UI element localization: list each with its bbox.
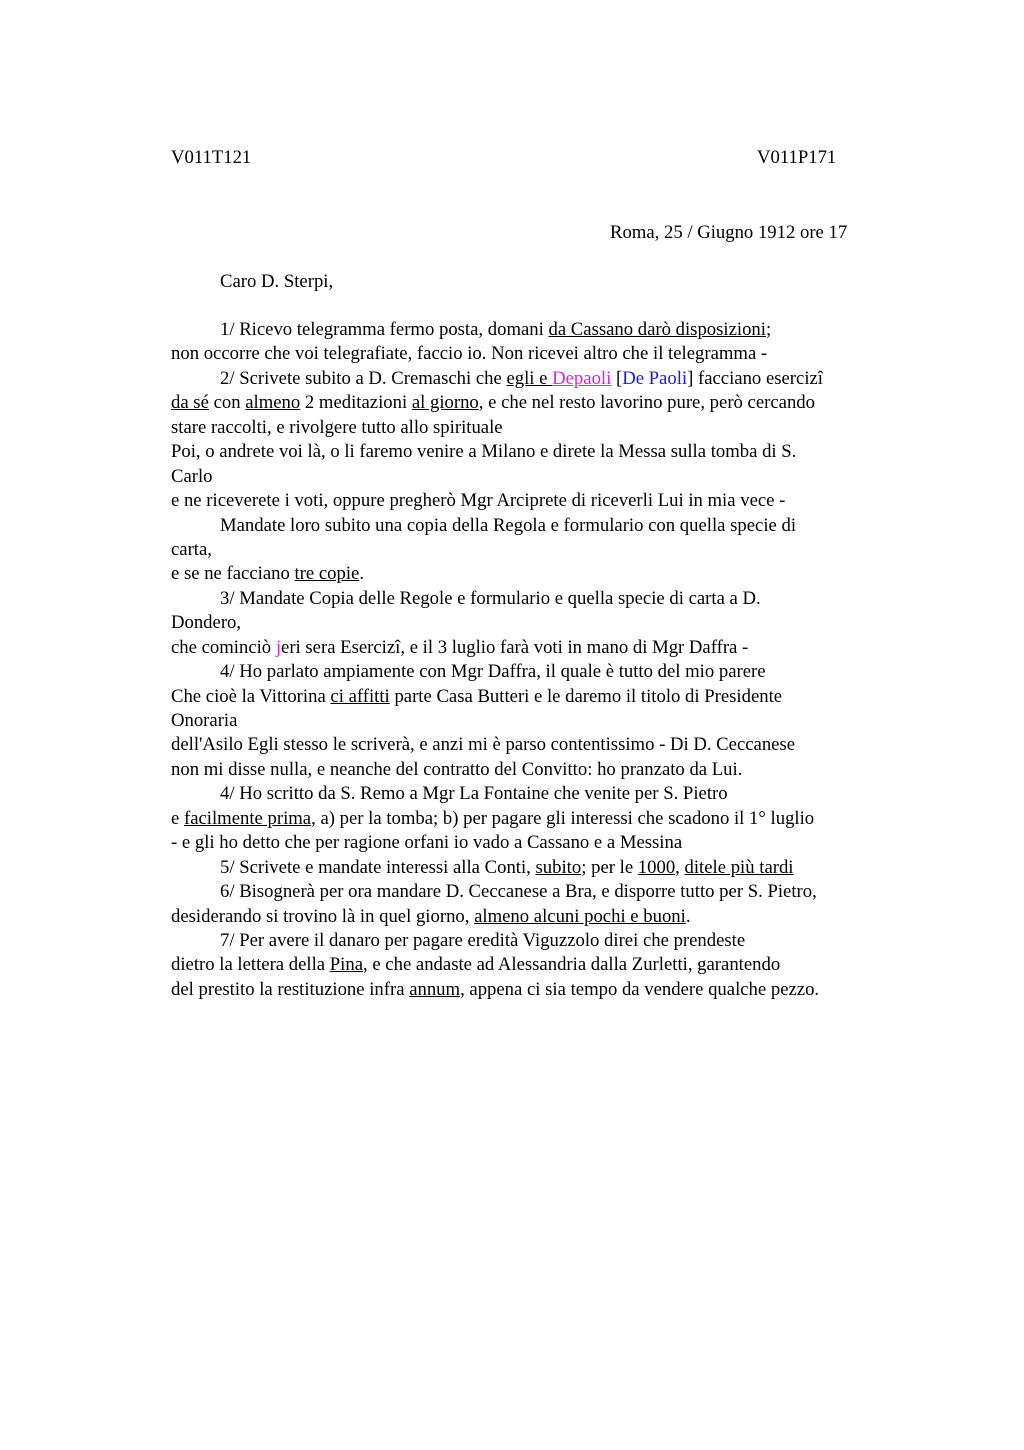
- text-segment: Poi, o andrete voi là, o li faremo venire a Milano e direte la Messa sulla tomba di S.: [171, 441, 797, 463]
- letter-line: [171, 489, 911, 513]
- text-segment: non mi disse nulla, e neanche del contratto del Convitto: ho pranzato da Lui.: [171, 758, 743, 780]
- text-segment: ditele più tardi: [684, 856, 794, 878]
- text-segment: - e gli ho detto che per ragione orfani io vado a Cassano e a Messina: [171, 832, 683, 854]
- text-segment: Depaoli: [552, 367, 612, 389]
- text-segment: 6/ Bisognerà per ora mandare D. Ceccanese a Bra, e disporre tutto per S. Pietro,: [220, 881, 817, 903]
- letter-line: [171, 929, 911, 953]
- text-segment: almeno alcuni pochi e buoni: [474, 905, 686, 927]
- text-segment: 4/ Ho scritto da S. Remo a Mgr La Fontaine che venite per S. Pietro: [220, 783, 728, 805]
- text-segment: del prestito la restituzione infra: [171, 978, 410, 1000]
- letter-line: [171, 514, 911, 538]
- text-segment: Onoraria: [171, 710, 238, 731]
- text-segment: [: [611, 367, 623, 389]
- text-segment: ci affitti: [330, 685, 390, 707]
- text-segment: , appena ci sia tempo da vendere qualche pezzo.: [460, 978, 820, 1000]
- letter-line: [171, 342, 911, 366]
- text-segment: Carlo: [171, 465, 213, 487]
- text-segment: e se ne facciano: [171, 563, 295, 585]
- letter-line: [171, 636, 911, 660]
- text-segment: almeno: [245, 392, 301, 414]
- letter-line: [171, 465, 911, 489]
- letter-line: [171, 391, 911, 415]
- text-segment: desiderando si trovino là in quel giorno,: [171, 905, 475, 927]
- text-segment: non occorre che voi telegrafiate, faccio io. Non ricevei altro che il telegramma -: [171, 343, 768, 365]
- letter-line: [171, 538, 911, 562]
- text-segment: eri sera Esercizi: [281, 636, 401, 658]
- text-segment: e ne riceverete i voti, oppure pregherò Mgr Arciprete di riceverli Lui in mia vece -: [171, 490, 786, 512]
- text-segment: 1/ Ricevo telegramma fermo posta, domani: [220, 319, 549, 340]
- text-segment: e: [171, 807, 184, 829]
- text-segment: che cominciò: [171, 636, 276, 658]
- text-segment: Dondero,: [171, 612, 242, 634]
- text-segment: , e che andaste ad Alessandria dalla Zurletti, garantendo: [363, 954, 781, 976]
- letter-line: [171, 831, 911, 855]
- salutation: Caro D. Sterpi,: [220, 271, 334, 292]
- text-segment: annum: [409, 978, 461, 1000]
- text-segment: egli e: [506, 367, 553, 389]
- text-segment: stare raccolti, e rivolgere tutto allo spirituale: [171, 416, 503, 438]
- text-segment: 5/ Scrivete e mandate interessi alla Conti,: [220, 856, 536, 878]
- text-segment: al giorno: [411, 392, 479, 414]
- text-segment: j: [275, 636, 282, 658]
- text-segment: da Cassano darò disposizioni: [548, 319, 766, 340]
- text-segment: ;: [765, 319, 772, 340]
- letter-line: [171, 685, 911, 709]
- text-segment: facilmente prima: [183, 807, 312, 829]
- text-segment: De Paoli: [622, 367, 688, 389]
- letter-line: [171, 709, 911, 733]
- text-segment: 7/ Per avere il danaro per pagare eredità Viguzzolo direi che prendeste: [220, 929, 746, 951]
- letter-line: [171, 587, 911, 611]
- text-segment: .: [685, 905, 691, 927]
- letter-line: [171, 367, 911, 391]
- letter-line: [171, 782, 911, 806]
- text-segment: , e che nel resto lavorino pure, però cercando: [478, 392, 815, 414]
- text-segment: dietro la lettera della: [171, 954, 330, 976]
- document-code-right: V011P171: [757, 147, 837, 168]
- text-segment: 4/ Ho parlato ampiamente con Mgr Daffra, il quale è tutto del mio parere: [220, 661, 766, 683]
- text-segment: 2 meditazioni: [300, 392, 412, 414]
- letter-line: [171, 318, 911, 342]
- letter-line: [171, 880, 911, 904]
- text-segment: parte Casa Butteri e le daremo il titolo di Presidente: [389, 685, 783, 707]
- text-segment: 1000: [637, 856, 676, 878]
- text-segment: Che cioè la Vittorina: [171, 685, 331, 707]
- text-segment: , e il 3 luglio farà voti in mano di Mgr Daffra -: [400, 636, 749, 658]
- letter-line: [171, 856, 911, 880]
- document-code-left: V011T121: [171, 147, 252, 168]
- text-segment: ] facciano esercizi: [687, 367, 823, 389]
- text-segment: 2/ Scrivete subito a D. Cremaschi che: [220, 367, 507, 389]
- letter-line: [171, 562, 911, 586]
- text-segment: ,: [675, 856, 685, 878]
- letter-line: [171, 905, 911, 929]
- letter-line: [171, 807, 911, 831]
- text-segment: tre copie: [294, 563, 360, 585]
- text-segment: Pina: [329, 954, 363, 976]
- text-segment: Mandate loro subito una copia della Regola e formulario con quella specie di: [220, 514, 797, 536]
- letter-line: [171, 416, 911, 440]
- letter-line: [171, 733, 911, 757]
- text-segment: ; per le: [581, 856, 638, 878]
- text-segment: , a) per la tomba; b) per pagare gli interessi che scadono il 1° luglio: [311, 807, 815, 829]
- text-segment: con: [208, 392, 246, 414]
- text-segment: dell'Asilo Egli stesso le scriverà, e anzi mi è parso contentissimo - Di D. Ceccanese: [171, 734, 796, 756]
- letter-line: [171, 611, 911, 635]
- text-segment: carta,: [171, 538, 212, 560]
- letter-line: [171, 953, 911, 977]
- letter-line: [171, 758, 911, 782]
- letter-body: [171, 318, 911, 1002]
- letter-line: [171, 440, 911, 464]
- letter-line: [171, 978, 911, 1002]
- text-segment: .: [359, 563, 364, 585]
- text-segment: da sé: [171, 392, 209, 414]
- text-segment: subito: [535, 856, 582, 878]
- date-line: Roma, 25 / Giugno 1912 ore 17: [610, 222, 848, 243]
- text-segment: 3/ Mandate Copia delle Regole e formulario e quella specie di carta a D.: [220, 587, 761, 609]
- letter-line: [171, 660, 911, 684]
